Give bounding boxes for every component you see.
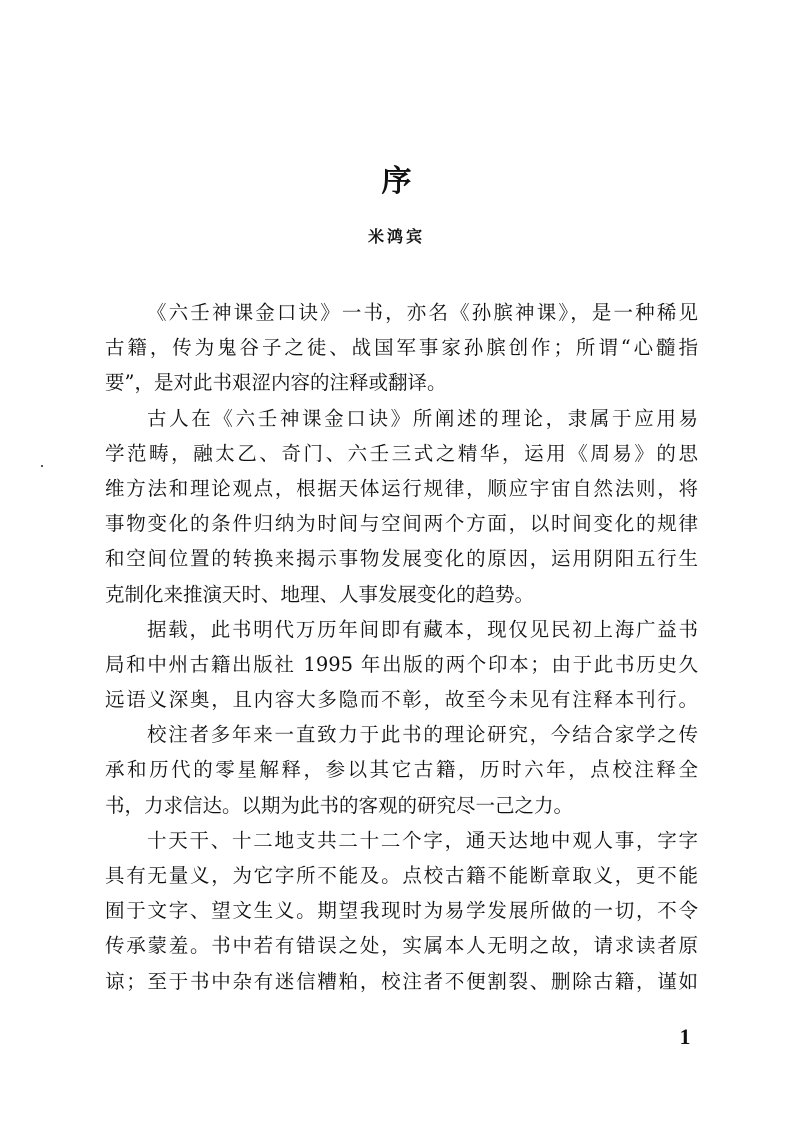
paragraph-3-line-2: 局和中州古籍出版社 1995 年出版的两个印本；由于此书历史久 [105,652,698,676]
paragraph-4-line-2: 承和历代的零星解释，参以其它古籍，历时六年，点校注释全 [105,758,698,782]
paragraph-5-line-1: 十天干、十二地支共二十二个字，通天达地中观人事，字字 [147,828,698,852]
paragraph-4-line-1: 校注者多年来一直致力于此书的理论研究，今结合家学之传 [147,723,698,747]
page-number: 1 [679,1024,691,1049]
paragraph-2-line-4: 事物变化的条件归纳为时间与空间两个方面，以时间变化的规律 [105,512,698,536]
page-title: 序 [381,164,412,199]
paragraph-2-line-5: 和空间位置的转换来揭示事物发展变化的原因，运用阴阳五行生 [105,547,698,571]
paragraph-5-line-2: 具有无量义，为它字所不能及。点校古籍不能断章取义，更不能 [105,864,698,887]
paragraph-5-line-5: 谅；至于书中杂有迷信糟粕，校注者不便割裂、删除古籍，谨如 [105,969,698,993]
paragraph-4-line-3: 书，力求信达。以期为此书的客观的研究尽一己之力。 [105,793,574,817]
paragraph-5-line-4: 传承蒙羞。书中若有错误之处，实属本人无明之故，请求读者原 [105,934,698,958]
paragraph-2-line-1: 古人在《六壬神课金口诀》所阐述的理论，隶属于应用易 [147,406,698,430]
paragraph-3-line-3: 远语义深奥，且内容大多隐而不彰，故至今未见有注释本刊行。 [105,688,698,712]
paragraph-2-line-2: 学范畴，融太乙、奇门、六壬三式之精华，运用《周易》的思 [105,441,698,465]
author-name: 米鸿宾 [367,227,425,246]
paragraph-3-line-1: 据载，此书明代万历年间即有藏本，现仅见民初上海广益书 [147,617,698,641]
paragraph-1-line-1: 《六壬神课金口诀》一书，亦名《孙膑神课》，是一种稀见 [147,301,698,324]
paragraph-5-line-3: 囿于文字、望文生义。期望我现时为易学发展所做的一切，不令 [105,899,698,923]
paragraph-2-line-6: 克制化来推演天时、地理、人事发展变化的趋势。 [105,582,535,606]
paragraph-2-line-3: 维方法和理论观点，根据天体运行规律，顺应宇宙自然法则，将 [105,476,698,500]
paragraph-1-line-2: 古籍，传为鬼谷子之徒、战国军事家孙膑创作；所谓“心髓指 [105,336,698,360]
paragraph-1-line-3: 要”，是对此书艰涩内容的注释或翻译。 [105,371,447,395]
scan-speck [41,465,43,467]
preface-body [105,300,698,1004]
